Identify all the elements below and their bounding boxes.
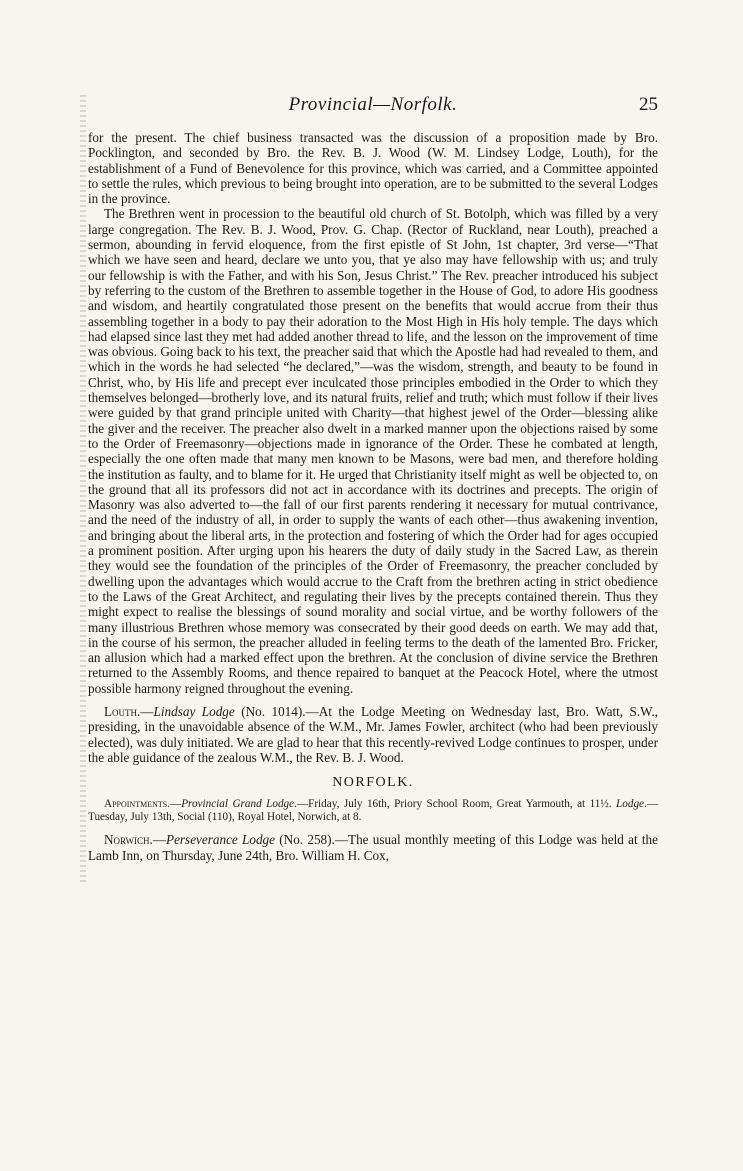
norwich-text: (No. 258).—The usual monthly meeting of this Lodge was held at the Lamb Inn, on Thursday, June 24th, Bro. William H. Cox, (88, 832, 659, 863)
appointments-mid: .—Friday, July 16th, Priory School Room, Great Yarmouth, at 11½. (294, 798, 617, 811)
place-norwich: Norwich.— (104, 832, 167, 848)
louth-text: (No. 1014).—At the Lodge Meeting on Wednesday last, Bro. Watt, S.W., presiding, in the unavoidable absence of the W.M., Mr. James Fowler, architect (who had been previously elected), was duly initiated. We are glad to hear that this recently-revived Lodge continues to prosper, under the able guidance of the zealous W.M., the Rev. B. J. Wood. (88, 703, 658, 765)
running-head (88, 94, 658, 122)
place-louth: Louth.— (104, 703, 154, 719)
running-title: Provincial—Norfolk. (288, 94, 458, 115)
body-text (88, 130, 658, 863)
paragraph-norwich (88, 832, 658, 863)
paragraph-appointments (88, 798, 658, 824)
lodge-name-lindsay: Lindsay Lodge (153, 703, 235, 719)
appointments-lodge: Lodge (616, 798, 645, 811)
section-heading-norfolk: NORFOLK. (332, 775, 414, 791)
page-number: 25 (639, 94, 658, 115)
appointments-rest: .—Tuesday, July 13th, Social (110), Royal Hotel, Norwich, at 8. (88, 798, 658, 824)
paragraph-louth (88, 704, 658, 765)
appointments-grand-lodge: Provincial Grand Lodge (181, 798, 295, 811)
paragraph-continuation: for the present. The chief business transacted was the discussion of a proposition made by Bro. Pocklington, and seconded by Bro. the Rev. B. J. Wood (W. M. Lindsey Lodge, Louth), for the establishment of a Fund of Benevolence for this province, which was carried, and a Committee appointed to settle the rules, which previous to being brought into operation, are to be submitted to the several Lodges in the province. (88, 130, 658, 207)
appointments-lead: Appointments.— (104, 798, 182, 811)
paragraph-sermon: The Brethren went in procession to the beautiful old church of St. Botolph, which was filled by a very large congregation. The Rev. B. J. Wood, Prov. G. Chap. (Rector of Ruckland, near Louth), preached a sermon, abounding in fervid eloquence, from the first epistle of St John, 1st chapter, 3rd verse—“That which we have seen and heard, declare we unto you, that ye also may have fellowship with us; and truly our fellowship is with the Father, and with his Son, Jesus Christ.” The Rev. preacher introduced his subject by referring to the custom of the Brethren to assemble together in the House of God, to adore His goodness and wisdom, and heartily congratulated those present on the benefits that would accrue from their thus assembling together in a body to pay their adoration to the Most High in His holy temple. The days which had elapsed since last they met had added another thread to life, and the lesson on the improvement of time was obvious. Going back to his text, the preacher said that which the Apostle had had revealed to them, and which in the words he had selected “he declared,”—was the wisdom, strength, and beauty to be found in Christ, who, by His life and precept ever inculcated those principles embodied in the Order to which they themselves belonged—brotherly love, and its natural fruits, relief and truth; which must follow if their lives were guided by that grand principle united with Charity—that highest jewel of the Order—blessing alike the giver and the receiver. The preacher also dwelt in a marked manner upon the objections raised by some to the Order of Freemasonry—objections made in ignorance of the Order. These he combated at length, especially the one often made that many men known to be Masons, were bad men, and therefore holding the institution as faulty, and to blame for it. He urged that Christianity itself might as well be objected to, on the ground that all its professors did not act in accordance with its doctrines and precepts. The origin of Masonry was also adverted to—the fall of our first parents rendering it necessary for mutual contrivance, and the need of the industry of all, in order to supply the wants of each other—thus awakening invention, and bringing about the liberal arts, in the protection and fostering of which the Order had for ages occupied a prominent position. After urging upon his hearers the duty of daily study in the Sacred Law, as therein they would see the foundation of the principles of the Order of Freemasonry, the preacher concluded by dwelling upon the advantages which would accrue to the Craft from the brethren acting in strict obedience to the Laws of the Great Architect, and regulating their lives by the precepts contained therein. Thus they might expect to realise the blessings of sound morality and social virtue, and be worthy followers of the many illustrious Brethren whose memory was consecrated by their good deeds on earth. We may add that, in the course of his sermon, the preacher alluded in feeling terms to the death of the lamented Bro. Fricker, an allusion which had a marked effect upon the brethren. At the conclusion of divine service the Brethren returned to the Assembly Rooms, and thence repaired to banquet at the Peacock Hotel, where the utmost possible harmony reigned throughout the evening. (88, 206, 658, 696)
binding-edge (80, 95, 86, 885)
lodge-name-perseverance: Perseverance Lodge (166, 832, 276, 848)
